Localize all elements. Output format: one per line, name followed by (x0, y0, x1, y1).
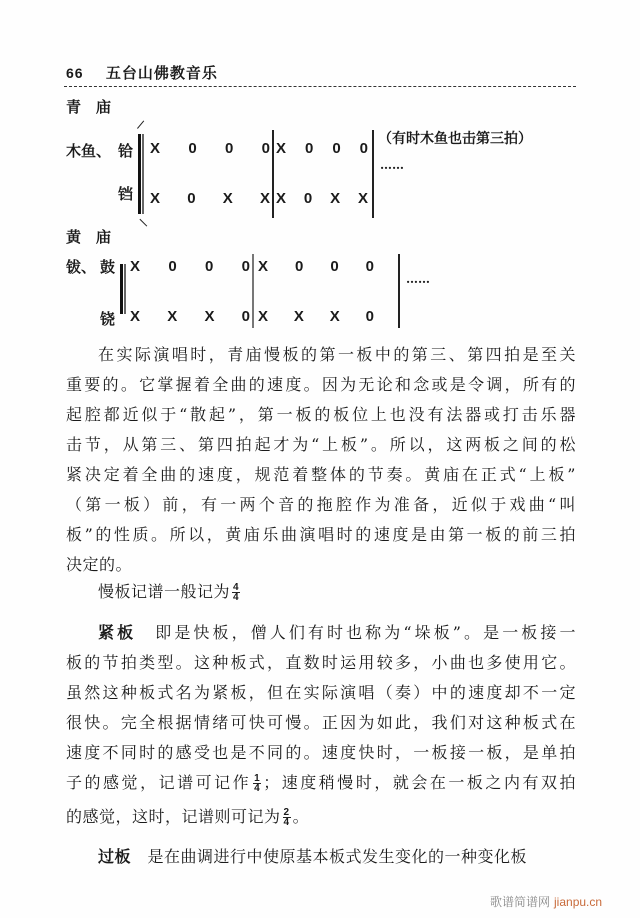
book-title: 五台山佛教音乐 (105, 64, 218, 82)
text-line: 在实际演唱时，青庙慢板的第一板中的第三、第四拍是至关 (98, 345, 576, 364)
beat: 0 (295, 258, 304, 275)
beat: X (258, 258, 269, 275)
huangmiao-row2-measure1 (130, 308, 250, 325)
huangmiao-brace (120, 264, 123, 314)
beat: 0 (204, 258, 214, 275)
text-line: （第一板）前，有一两个音的拖腔作为准备，近似于戏曲“叫 (66, 495, 576, 514)
beat: X (150, 140, 161, 157)
text-line (66, 768, 576, 802)
text: ；速度稍慢时，就会在一板之内有双拍 (263, 773, 576, 792)
header-rule (64, 86, 576, 87)
text-line: 速度不同时的感受也是不同的。速度快时，一板接一板，是单拍 (66, 743, 576, 762)
barline (272, 130, 274, 218)
beat: X (222, 190, 233, 207)
denominator: 4 (283, 817, 290, 828)
qingmiao-continuation: …… (380, 158, 404, 172)
beat: X (357, 190, 368, 207)
qingmiao-row1-measure1 (150, 140, 270, 157)
beat: 0 (305, 140, 314, 157)
text-line: 虽然这种板式名为紧板，但在实际演唱（奏）中的速度却不一定 (66, 683, 576, 702)
text-line: 起腔都近似于“散起”，第一板的板位上也没有法器或打击乐器 (66, 405, 576, 424)
barline (252, 254, 254, 328)
qingmiao-instrument: 木鱼、 (66, 142, 112, 160)
text: 即是快板，僧人们有时也称为“垛板”。是一板接一 (155, 623, 576, 642)
denominator: 4 (254, 783, 261, 794)
barline (398, 254, 400, 328)
beat: 0 (365, 258, 374, 275)
text: 是在曲调进行中使原基本板式发生变化的一种变化板 (147, 847, 528, 866)
page-number: 66 (66, 65, 84, 81)
beat: X (276, 190, 287, 207)
watermark-cn: 歌谱简谱网 (490, 895, 551, 909)
qingmiao-row1-measure2 (276, 140, 368, 157)
qingmiao-row2-measure1 (150, 190, 270, 207)
text-line: 击节，从第三、第四拍起才为“上板”。所以，这两板之间的松 (66, 435, 576, 454)
text: 。 (292, 807, 310, 826)
text-line (66, 802, 576, 836)
beat: X (204, 308, 215, 325)
beat: X (329, 308, 340, 325)
beat: X (130, 308, 141, 325)
huangmiao-row1-measure1 (130, 258, 250, 275)
huangmiao-row1-measure2 (258, 258, 374, 275)
beat: X (293, 308, 304, 325)
huangmiao-continuation: …… (406, 272, 430, 286)
paragraph-2 (66, 577, 576, 607)
qingmiao-row2-label: 铛 (118, 185, 134, 203)
text-line (66, 842, 576, 872)
qingmiao-brace-inner (142, 134, 144, 214)
brace-hook-bottom (139, 219, 147, 227)
beat: 0 (359, 140, 368, 157)
beat: X (167, 308, 178, 325)
text-line: 重要的。它掌握着全曲的速度。因为无论和念或是令调，所有的 (66, 375, 576, 394)
brace-hook-top (137, 121, 145, 130)
beat: 0 (303, 190, 313, 207)
text-line: 板的节拍类型。这种板式，直数时运用较多，小曲也多使用它。 (66, 653, 576, 672)
text: 的感觉，这时，记谱则可记为 (66, 807, 281, 826)
qingmiao-brace (138, 134, 141, 214)
text: 子的感觉，记谱可记作 (66, 773, 252, 792)
text-line: 紧决定着全曲的速度，规范着整体的节奏。黄庙在正式“上板” (66, 465, 576, 484)
paragraph-3 (66, 618, 576, 836)
numerator: 1 (254, 773, 261, 784)
beat: X (130, 258, 141, 275)
term-jinban: 紧板 (98, 623, 137, 642)
beat: 0 (365, 308, 374, 325)
qingmiao-note: （有时木鱼也击第三拍） (378, 131, 532, 147)
term-guoban: 过板 (98, 847, 132, 866)
huangmiao-brace-inner (124, 264, 126, 314)
paragraph-4 (66, 842, 576, 872)
time-signature (253, 774, 261, 793)
beat: 0 (168, 258, 177, 275)
huangmiao-row2-measure2 (258, 308, 374, 325)
text-line: 决定的。 (66, 555, 133, 574)
beat: 0 (187, 190, 196, 207)
watermark (490, 893, 602, 910)
qingmiao-row2-measure2 (276, 190, 368, 207)
numerator: 4 (233, 582, 240, 593)
text-line: 板”的性质。所以，黄庙乐曲演唱时的速度是由第一板的前三拍 (66, 525, 576, 544)
barline (372, 130, 374, 218)
denominator: 4 (233, 592, 240, 603)
beat: 0 (224, 140, 234, 157)
text-line (66, 618, 576, 648)
beat: X (150, 190, 161, 207)
beat: X (276, 140, 287, 157)
beat: X (259, 190, 270, 207)
beat: 0 (261, 140, 270, 157)
huangmiao-row2-label: 铙 (100, 310, 116, 328)
beat: X (258, 308, 269, 325)
numerator: 2 (283, 807, 290, 818)
beat: 0 (188, 140, 197, 157)
paragraph-1 (66, 340, 576, 580)
beat: 0 (241, 308, 250, 325)
beat: 0 (330, 258, 339, 275)
huangmiao-instrument: 钹、 (66, 258, 97, 276)
huangmiao-title: 黄 庙 (66, 228, 112, 246)
huangmiao-row1-label: 鼓 (100, 258, 116, 276)
watermark-en: jianpu.cn (554, 895, 603, 909)
text-line (66, 577, 576, 607)
page-header (66, 62, 218, 83)
qingmiao-row1-label: 铪 (118, 142, 134, 160)
text-line: 很快。完全根据情绪可快可慢。正因为如此，我们对这种板式在 (66, 713, 576, 732)
time-signature (283, 808, 291, 827)
beat: 0 (241, 258, 250, 275)
qingmiao-title: 青 庙 (66, 98, 112, 116)
beat: 0 (332, 140, 341, 157)
text: 慢板记谱一般记为 (98, 582, 231, 601)
time-signature (232, 583, 240, 602)
beat: X (330, 190, 341, 207)
